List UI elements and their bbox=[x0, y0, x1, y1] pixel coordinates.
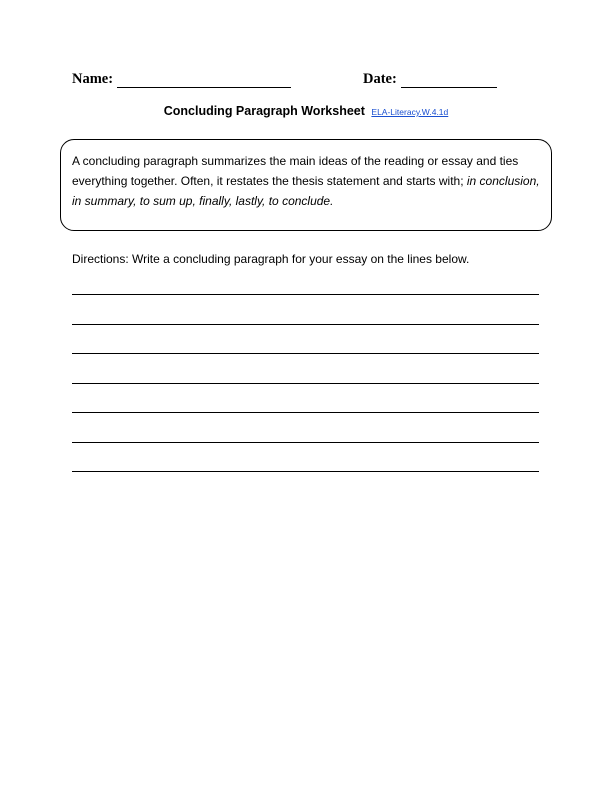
directions-text: Directions: Write a concluding paragraph for your essay on the lines below. bbox=[72, 252, 470, 266]
date-field bbox=[363, 71, 497, 88]
definition-italic-text: in conclusion, in summary, to sum up, finally, lastly, to conclude. bbox=[72, 174, 540, 208]
date-label: Date: bbox=[363, 71, 397, 87]
title-text: Concluding Paragraph Worksheet bbox=[163, 104, 365, 118]
writing-line[interactable] bbox=[72, 324, 539, 325]
writing-line[interactable] bbox=[72, 294, 539, 295]
writing-line[interactable] bbox=[72, 383, 539, 384]
worksheet-title bbox=[0, 104, 612, 118]
writing-line[interactable] bbox=[72, 353, 539, 354]
writing-line[interactable] bbox=[72, 412, 539, 413]
name-blank-line[interactable] bbox=[117, 73, 291, 88]
name-field bbox=[72, 71, 291, 88]
writing-lines bbox=[72, 294, 539, 501]
writing-line[interactable] bbox=[72, 471, 539, 472]
definition-text: A concluding paragraph summarizes the main ideas of the reading or essay and ties everything together. Often, it restates the thesis statement and starts with; bbox=[72, 154, 519, 188]
date-blank-line[interactable] bbox=[401, 73, 497, 88]
definition-box bbox=[60, 139, 552, 231]
writing-line[interactable] bbox=[72, 442, 539, 443]
standard-link[interactable]: ELA-Literacy.W.4.1d bbox=[371, 107, 449, 117]
name-label: Name: bbox=[72, 71, 114, 87]
header-row bbox=[72, 71, 542, 91]
